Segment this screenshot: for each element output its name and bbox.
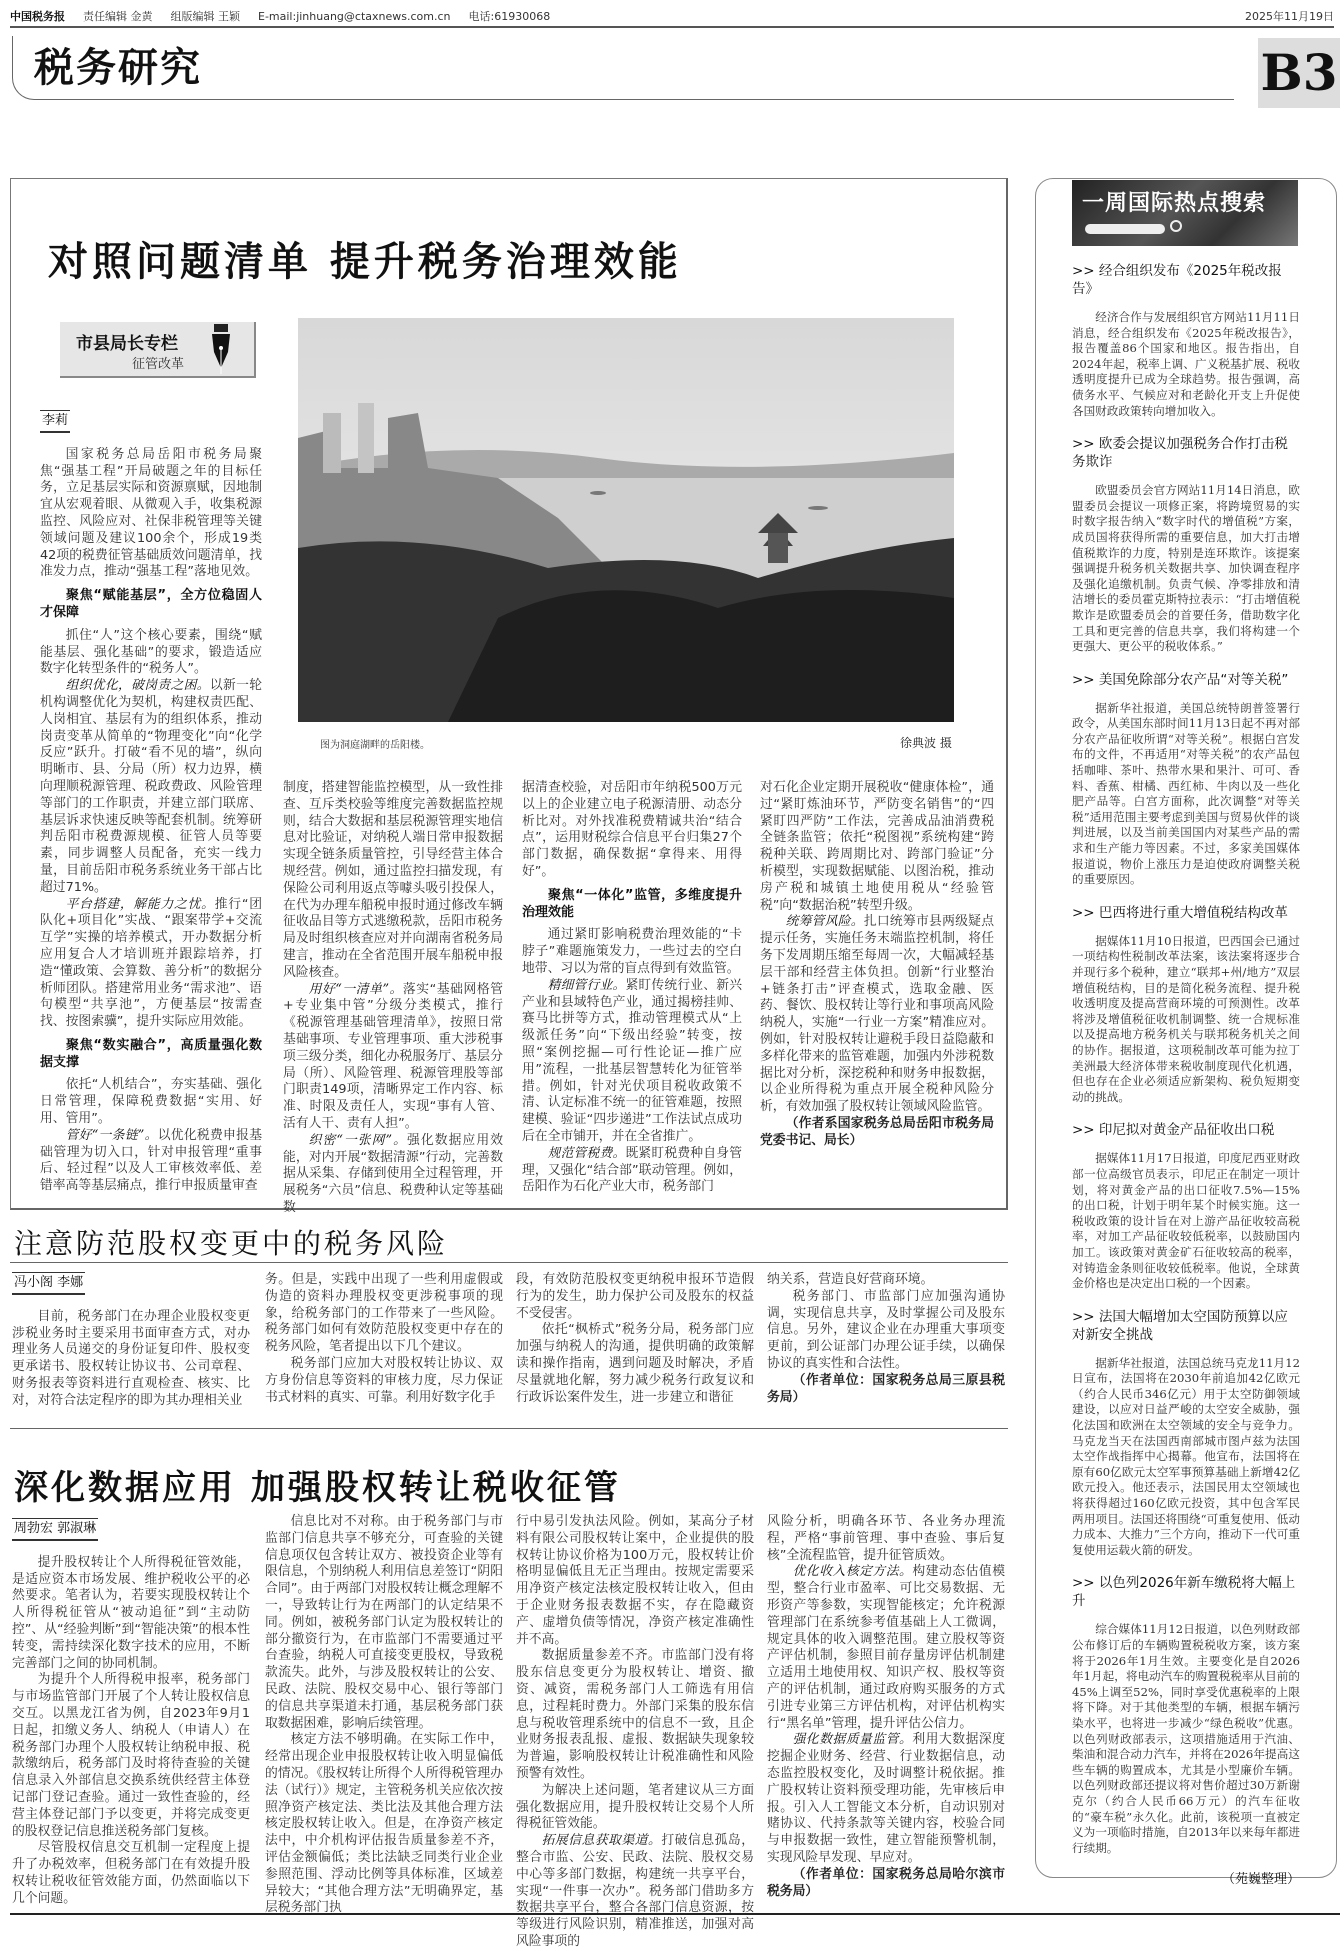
brief-headline: >> 印尼拟对黄金产品征收出口税 [1072, 1122, 1275, 1139]
article-1-author: 李莉 [40, 410, 70, 433]
paragraph-text: 制度，搭建智能监控模型，从一致性排查、互斥类校验等维度完善数据监控规则，结合大数据和基层税源管理实地信息对比验证，对纳税人端日常申报数据实现全链条质量管控，引导经营主体合规经营。例如，通过监控扫描发现，有保险公司利用返点等噱头吸引投保人，在代为办理车船税申报时通过修改车辆征收品目等方式逃缴税款，岳阳市税务局及时组织核查应对并向湖南省税务局建言，推动在全省范围开展车船税申报风险核查。 [283, 780, 503, 980]
article-3-column-4 [767, 1514, 1005, 1910]
search-icon [1170, 220, 1182, 232]
paragraph [12, 1672, 250, 1840]
paragraph [516, 1322, 754, 1406]
article-1-title: 对照问题清单 提升税务治理效能 [48, 238, 682, 285]
paragraph-text: 纳关系，营造良好营商环境。 [767, 1272, 934, 1287]
paragraph [760, 780, 994, 914]
paragraph [522, 780, 742, 881]
paragraph-text: 构建动态估值模型，整合行业市盈率、可比交易数据、无形资产等参数，实现智能核定；允许税源管理部门在系统参考值基础上人工微调，规定具体的收入调整范围。建立股权等资产评估机制，参照目前存量房评估机制建立适用土地使用权、知识产权、股权等资产的评估机制，通过政府购买服务的方式引进专业第三方评估机构，对评估机构实行“黑名单”管理，提升评估公信力。 [767, 1564, 1006, 1731]
lead-phrase: 组织优化，破岗责之困。 [65, 678, 210, 694]
article-2-author: 冯小阁 李娜 [12, 1272, 85, 1295]
lead-phrase: 统筹管风险。 [785, 914, 864, 930]
paragraph [283, 982, 503, 1133]
article-3-author: 周勃宏 郭淑琳 [12, 1518, 98, 1541]
paragraph-text: 行中易引发执法风险。例如，某高分子材料有限公司股权转让案中，企业提供的股权转让协议价格为100万元，股权转让价格明显偏低且无正当理由。按规定需要采用净资产核定法核定股权转让收入，但由于企业财务报表数据不实，存在隐藏资产、虚增负债等情况，净资产核定准确性并不高。 [516, 1514, 754, 1647]
article-1-column-2 [283, 780, 504, 1215]
paragraph-text: 通过紧盯影响税费治理效能的“卡脖子”难题施策发力，一些过去的空白地带、习以为常的盲点得到有效监管。 [522, 927, 742, 976]
paragraph-text: 税务部门、市监部门应加强沟通协调，实现信息共享，及时掌握公司及股东信息。另外，建议企业在办理重大事项变更前，到公证部门办理公证手续，以确保协议的真实性和合法性。 [767, 1288, 1005, 1371]
paragraph-text: 紧盯传统行业、新兴产业和县域特色产业，通过揭榜挂帅、赛马比拼等方式，推动管理模式从“上级派任务”向“下级出经验”转变，按照“案例挖掘—可行性论证—推广应用”流程，一批基层智慧转化为征管举措。例如，针对光伏项目税收政策不清、认定标准不统一的征管难题，按照建模、验证“四步递进”工作法试点成功后在全市铺开，并在全省推广。 [522, 977, 743, 1144]
paragraph [40, 897, 262, 1031]
paragraph [265, 1356, 503, 1406]
author-affiliation [767, 1867, 1005, 1901]
banner-title: 一周国际热点搜索 [1082, 191, 1267, 216]
paragraph [40, 628, 262, 678]
column-badge [60, 322, 256, 378]
article-2-column-2 [265, 1272, 503, 1422]
article-2-column-4 [767, 1272, 1005, 1422]
search-bar-graphic [1085, 224, 1165, 234]
article-3-column-2 [265, 1514, 503, 1916]
paragraph [516, 1833, 754, 1951]
fountain-pen-icon [206, 324, 236, 376]
subheading: 聚焦“赋能基层”，全方位稳固人才保障 [40, 588, 262, 620]
paragraph-text: 税务部门应加大对股权转让协议、双方身份信息等资料的审核力度，尽力保证书式材料的真实、可靠。利用好数字化手 [265, 1355, 503, 1405]
paragraph-text: 务。但是，实践中出现了一些利用虚假或伪造的资料办理股权变更涉税事项的现象，给税务部门的工作带来了一些风险。税务部门如何有效防范股权变更中存在的税务风险，笔者提出以下几个建议。 [265, 1272, 503, 1355]
paragraph-text: 依托“枫桥式”税务分局，税务部门应加强与纳税人的沟通，提供明确的政策解读和操作指南，遇到问题及时解决，矛盾尽量就地化解，努力减少税务行政复议和行政诉讼案件发生，进一步建立和谐征 [516, 1322, 754, 1405]
layout-editor: 组版编辑 王颖 [170, 10, 240, 23]
article-2-column-1 [12, 1272, 250, 1422]
brief-body: 据新华社报道，美国总统特朗普签署行政令，从美国东部时间11月13日起不再对部分农产品征收所谓“对等关税”。根据白宫发布的文件，不再适用“对等关税”的农产品包括咖啡、茶叶、热带水果和果汁、可可、香料、香蕉、柑橘、西红柿、牛肉以及一些化肥产品等。白宫方面称，此次调整“对等关税”适用范围主要考虑到美国与贸易伙伴的谈判进展，以及当前美国国内对某些产品的需求和生产能力等因素。不过，多家美国媒体报道说，物价上涨压力是迫使政府调整关税的重要原因。 [1072, 700, 1300, 887]
photo-caption: 图为洞庭湖畔的岳阳楼。 [320, 740, 430, 751]
divider [10, 1428, 1008, 1429]
article-1-column-4 [760, 780, 994, 1200]
paragraph [516, 1272, 754, 1322]
photo-yueyang-tower [298, 318, 954, 722]
paragraph [767, 1514, 1005, 1564]
lead-phrase: 强化数据质量监管。 [792, 1732, 913, 1748]
paragraph-text: 以新一轮机构调整优化为契机，构建权责匹配、人岗相宜、基层有为的组织体系，推动岗责变革从简单的“物理变化”向“化学反应”跃升。打破“看不见的墙”，纵向明晰市、县、分局（所）权力边界，横向理顺税源管理、税政费政、风险管理等部门的工作职责，并建立部门联席、基层诉求快速反映等配套机制。统筹研判岳阳市税费源规模、征管人员等要素，同步调整人员配备，充实一线力量，目前岳阳市税务系统业务干部占比超过71%。 [40, 678, 263, 895]
lead-phrase: 拓展信息获取渠道。 [541, 1833, 662, 1849]
brief-headline: >> 以色列2026年新车缴税将大幅上升 [1072, 1575, 1296, 1610]
section-title: 税务研究 [34, 44, 202, 91]
paragraph-text: （作者单位：国家税务总局哈尔滨市税务局） [767, 1866, 1005, 1899]
subheading: 聚焦“数实融合”，高质量强化数据支撑 [40, 1037, 262, 1070]
paragraph-text: 既紧盯税费种自身管理，又强化“结合部”联动管理。例如，岳阳作为石化产业大市，税务部门 [522, 1145, 743, 1195]
brief-body: 经济合作与发展组织官方网站11月11日消息，经合组织发布《2025年税改报告》，报告覆盖86个国家和地区。报告指出，自2024年起，税率上调、广义税基扩展、税收透明度提升已成为全球趋势。报告强调，高债务水平、气候应对和老龄化开支上升促使各国财政政策转向增加收入。 [1072, 310, 1300, 418]
paragraph-text: （作者单位：国家税务总局三原县税务局） [767, 1372, 1005, 1405]
column-name: 市县局长专栏 [76, 334, 178, 354]
column-sub: 征管改革 [132, 357, 185, 372]
article-1-column-1 [40, 410, 262, 1200]
subheading: 聚焦“一体化”监管，多维度提升治理效能 [522, 887, 742, 920]
paragraph-text: 提升股权转让个人所得税征管效能，是适应资本市场发展、维护税收公平的必然要求。笔者认为，若要实现股权转让个人所得税征管从“被动追征”到“主动防控”、从“经验判断”到“智能决策”的根本性转变，需持续深化数字技术的应用，不断完善部门之间的协同机制。 [12, 1554, 250, 1671]
paragraph-text: 为解决上述问题，笔者建议从三方面强化数据应用，提升股权转让交易个人所得税征管效能。 [516, 1782, 754, 1832]
paragraph [767, 1564, 1005, 1732]
paragraph [283, 1133, 503, 1217]
email: E-mail:jinhuang@ctaxnews.com.cn [258, 9, 451, 23]
news-briefs [1072, 262, 1300, 1888]
paragraph [767, 1732, 1005, 1866]
paragraph-text: 信息比对不对称。由于税务部门与市监部门信息共享不够充分，可查验的关键信息项仅包含转让双方、被投资企业等有限信息，个别纳税人利用信息差签订“阴阳合同”。由于两部门对股权转让概念理解不一，导致转让行为在两部门的认定结果不同。例如，被税务部门认定为股权转让的部分撤资行为，在市监部门不需要通过平台查验，纳税人可直接变更股权，导致税款流失。此外，与涉及股权转让的公安、民政、法院、股权交易中心、银行等部门的信息共享渠道未打通，基层税务部门获取数据困难，影响后续管理。 [265, 1514, 503, 1731]
paragraph [767, 1272, 1005, 1289]
paragraph [12, 1309, 250, 1410]
paragraph [522, 978, 742, 1146]
author-affiliation [760, 1116, 994, 1150]
paragraph-text: 国家税务总局岳阳市税务局聚焦“强基工程”开局破题之年的目标任务，立足基层实际和资源禀赋，因地制宜从宏观着眼、从微观入手，收集税源监控、风险应对、社保非税管理等关键领域问题及建议100余个，形成19类42项的税费征管基础质效问题清单，找准发力点，推动“强基工程”落地见效。 [40, 446, 262, 580]
brief-headline: >> 经合组织发布《2025年税改报告》 [1072, 263, 1282, 297]
paragraph-text: 段，有效防范股权变更纳税申报环节造假行为的发生，助力保护公司及股东的权益不受侵害。 [516, 1272, 754, 1321]
brief-body: 欧盟委员会官方网站11月14日消息，欧盟委员会提议一项修正案，将跨境贸易的实时数字报告纳入“数字时代的增值税”方案，成员国将获得所需的重要信息，加大打击增值税欺诈的力度，特别是连环欺诈。该提案强调提升税务机关数据共享、加快调查程序及强化追缴机制。负责气候、净零排放和清洁增长的委员霍克斯特拉表示：“打击增值税欺诈是欧盟委员会的首要任务，借助数字化工具和更完善的信息共享，我们将构建一个更强大、更公平的税收体系。” [1072, 483, 1300, 654]
compiler-credit: （苑巍整理） [1221, 1872, 1300, 1888]
paragraph-text: 目前，税务部门在办理企业股权变更涉税业务时主要采用书面审查方式，对办理业务人员递交的身份证复印件、股权变更承诺书、股权转让协议书、公司章程、财务报表等资料进行直观检查、核实、比对，对符合法定程序的即为其办理相关业 [12, 1308, 250, 1408]
page-bottom-rule [10, 1913, 1340, 1915]
paragraph-text: 尽管股权信息交互机制一定程度上提升了办税效率，但税务部门在有效提升股权转让税收征管效能方面，仍然面临以下几个问题。 [12, 1840, 250, 1906]
paragraph [40, 678, 262, 896]
article-2-column-3 [516, 1272, 754, 1422]
paragraph [265, 1514, 503, 1732]
paragraph-text: 据清查校验，对岳阳市年纳税500万元以上的企业建立电子税源清册、动态分析比对。对外找准税费精诚共治“结合点”，运用财税综合信息平台归集27个部门数据，确保数据“拿得来、用得好”。 [522, 780, 742, 879]
paragraph [40, 447, 262, 581]
paragraph-text: 利用大数据深度挖掘企业财务、经营、行业数据信息，动态监控股权变化，及时调整计税依据。推广股权转让资料预受理功能，先审核后申报。引入人工智能文本分析，自动识别对赌协议、代持条款等关键内容，校验合同与申报数据一致性，建立智能预警机制，实现风险早发现、早应对。 [767, 1732, 1006, 1865]
article-1-column-3 [522, 780, 742, 1200]
paragraph [12, 1840, 250, 1907]
paragraph-text: 推行“团队化+项目化”实战、“跟案带学+交流互学”实操的培养模式，开办数据分析应用复合人才培训班并跟踪培养，打造“懂政策、会算数、善分析”的数据分析师团队。搭建常用业务“需求池”、语句模型“共享池”，方便基层“按需查找、按图索骥”，提升实际应用效能。 [40, 896, 262, 1030]
brief-headline: >> 法国大幅增加太空国防预算以应对新安全挑战 [1072, 1308, 1288, 1343]
paragraph-text: 风险分析，明确各环节、各业务办理流程，严格“事前管理、事中查验、事后复核”全流程监管，提升征管质效。 [767, 1514, 1005, 1563]
paragraph-text: 依托“人机结合”，夯实基础、强化日常管理，保障税费数据“实用、好用、管用”。 [40, 1077, 262, 1127]
paragraph [265, 1272, 503, 1356]
page-number: B3 [1258, 38, 1340, 108]
brief-headline: >> 巴西将进行重大增值税结构改革 [1072, 904, 1288, 921]
paragraph [516, 1648, 754, 1782]
brief-body: 据媒体11月17日报道，印度尼西亚财政部一位高级官员表示，印尼正在制定一项计划，将对黄金产品的出口征收7.5%—15%的出口税，计划于明年某个时候实施。这一税收政策的设计旨在对上游产品征收较高税率，对加工产品征收较低税率，以鼓励国内加工。该政策对黄金矿石征收较高的税率，对铸造金条则征收较低税率。他说，全球黄金价格也是决定出口税的一个因素。 [1072, 1151, 1300, 1291]
sidebar-banner [1072, 180, 1298, 246]
paragraph [12, 1555, 250, 1673]
paragraph [40, 1077, 262, 1127]
brief-body: 据新华社报道，法国总统马克龙11月12日宣布，法国将在2030年前追加42亿欧元（约合人民币346亿元）用于太空防御领域建设，以应对日益严峻的太空安全威胁，强化法国和欧洲在太空领域的安全与竞争力。马克龙当天在法国西南部城市图卢兹为法国太空作战指挥中心揭幕。他宣布，法国将在原有60亿欧元太空军事预算基础上新增42亿欧元投入。他还表示，法国民用太空领域也将获得超过160亿欧元投资，其中包含军民两用项目。法国还将围绕“可重复使用、低动力成本、大推力”三个方向，推动下一代可重复使用运载火箭的研发。 [1072, 1355, 1300, 1557]
paragraph-text: 为提升个人所得税申报率，税务部门与市场监管部门开展了个人转让股权信息交互。以黑龙江省为例，自2023年9月1日起，扣缴义务人、纳税人（申请人）在税务部门办理个人股权转让纳税申报、税款缴纳后，税务部门及时将待查验的关键信息录入外部信息交换系统供经营主体登记部门登记查验。通过一致性查验的，经营主体登记部门予以变更，并将完成变更的股权登记信息推送税务部门复核。 [12, 1672, 250, 1839]
paragraph [516, 1514, 754, 1648]
article-3-column-1 [12, 1518, 250, 1910]
paragraph-text: 抓住“人”这个核心要素，围绕“赋能基层、强化基础”的要求，锻造适应数字化转型条件的“税务人”。 [40, 627, 262, 677]
issue-date: 2025年11月19日 [1245, 10, 1334, 23]
paragraph [760, 914, 994, 1116]
photo-credit: 徐典波 摄 [900, 736, 952, 750]
phone: 电话:61930068 [468, 10, 551, 23]
paper-name: 中国税务报 [10, 10, 65, 23]
paragraph-text: 核定方法不够明确。在实际工作中，经常出现企业申报股权转让收入明显偏低的情况。《股权转让所得个人所得税管理办法（试行）》规定，主管税务机关应依次按照净资产核定法、类比法及其他合理方法核定股权转让收入。但是，在净资产核定法中，中介机构评估报告质量参差不齐，评估金额偏低；类比法缺乏同类行业企业参照范围、浮动比例等具体标准，区域差异较大；“其他合理方法”无明确界定，基层税务部门执 [265, 1732, 503, 1916]
paragraph-text: 强化数据应用效能，对内开展“数据清源”行动，完善数据从采集、存储到使用全过程管理，开展税务“六员”信息、税费种认定等基础数 [283, 1132, 504, 1215]
article-3-title: 深化数据应用 加强股权转让税收征管 [14, 1468, 621, 1508]
paragraph-text: 扎口统筹市县两级疑点提示任务，实施任务末端监控机制，将任务下发周期压缩至每周一次，大幅减轻基层干部和经营主体负担。创新“行业整治+链条打击”评查模式，选取金融、医药、餐饮、股权转让等行业和事项高风险纳税人，实施“一行业一方案”精准应对。例如，针对股权转让避税手段日益隐蔽和多样化带来的监管难题，加强内外涉税数据比对分析，深挖税种和财务申报数据，以企业所得税为重点开展全税种风险分析，有效加强了股权转让领域风险监管。 [760, 914, 995, 1115]
lead-phrase: 平台搭建，解能力之忧。 [65, 896, 215, 912]
paragraph [767, 1289, 1005, 1373]
paragraph-text: 以优化税费申报基础管理为切入口，针对申报管理“重事后、轻过程”以及人工审核效率低、差错率高等基层痛点，推行申报质量审查 [40, 1127, 263, 1194]
paragraph [265, 1732, 503, 1917]
paragraph [283, 780, 503, 982]
lead-phrase: 用好“一清单”。 [308, 981, 403, 997]
paragraph [522, 927, 742, 977]
paragraph [516, 1783, 754, 1833]
lead-phrase: 织密“一张网”。 [308, 1132, 408, 1148]
paragraph [40, 1128, 262, 1195]
lead-phrase: 优化收入核定方法。 [792, 1564, 913, 1580]
paragraph-text: 数据质量参差不齐。市监部门没有将股东信息变更分为股权转让、增资、撤资、减资，需税务部门人工筛选有用信息，过程耗时费力。外部门采集的股东信息与税收管理系统中的信息不一致，且企业财务报表乱报、虚报、数据缺失现象较为普遍，影响股权转让计税准确性和风险预警有效性。 [516, 1648, 754, 1781]
brief-body: 综合媒体11月12日报道，以色列财政部公布修订后的车辆购置税税收方案，该方案将于2026年1月生效。主要变化是自2026年1月起，将电动汽车的购置税税率从目前的45%上调至52%，同时享受优惠税率的上限将下降。对于其他类型的车辆，根据车辆污染水平，也将进一步减少“绿色税收”优惠。以色列财政部表示，这项措施适用于汽油、柴油和混合动力汽车，并将在2026年提高这些车辆的购置成本，尤其是小型廉价车辆。以色列财政部还提议将对售价超过30万新谢克尔（约合人民币66万元）的汽车征收的“豪车税”永久化。此前，该税项一直被定义为一项临时措施，自2013年以来每年都进行续期。 [1072, 1622, 1300, 1855]
masthead-bar [10, 8, 1334, 24]
brief-body: 据媒体11月10日报道，巴西国会已通过一项结构性税制改革法案，该法案将逐步合并现行多个税种，建立“联邦+州/地方”双层增值税结构，目的是简化税务流程、提升税收透明度及提高营商环境的可预测性。改革将涉及增值税征收机制调整、统一合规标准以及提高地方税务机关与联邦税务机关之间的协作。据报道，这项税制改革可能为拉丁美洲最大经济体带来税收制度现代化机遇，但也存在企业必须适应新架构、税负短期变动的挑战。 [1072, 933, 1300, 1104]
article-3-column-3 [516, 1514, 755, 1949]
divider [10, 1262, 1008, 1263]
paragraph-text: 落实“基础网格管+专业集中管”分级分类模式，推行《税源管理基础管理清单》，按照日常基础事项、专业管理事项、重大涉税事项三级分类，细化办税服务厅、基层分局（所）、风险管理、税源管理股等部门职责149项，清晰界定工作内容、标准、时限及责任人，实现“事有人管、活有人干、责有人担”。 [283, 981, 503, 1131]
paragraph-text: 打破信息孤岛，整合市监、公安、民政、法院、股权交易中心等多部门数据，构建统一共享平台，实现“一件事一次办”。税务部门借助多方数据共享平台，整合各部门信息资源，按等级进行风险识别，精准推送，加强对高风险事项的 [516, 1833, 755, 1949]
brief-headline: >> 美国免除部分农产品“对等关税” [1072, 671, 1289, 688]
author-affiliation [767, 1373, 1005, 1407]
editor: 责任编辑 金黄 [83, 10, 153, 23]
paragraph-text: （作者系国家税务总局岳阳市税务局党委书记、局长） [760, 1115, 994, 1148]
paragraph [522, 1146, 742, 1196]
lead-phrase: 精细管行业。 [547, 977, 626, 993]
article-2-title: 注意防范股权变更中的税务风险 [14, 1227, 449, 1260]
lead-phrase: 规范管税费。 [547, 1145, 626, 1161]
paragraph-text: 对石化企业定期开展税收“健康体检”，通过“紧盯炼油环节，严防变名销售”的“四紧盯四严防”工作法，完善成品油消费税全链条监管；依托“税图视”系统构建“跨税种关联、跨周期比对、跨部门验证”分析模型，实现数据赋能、以图治税，推动房产税和城镇土地使用税从“经验管税”向“数据治税”转型升级。 [760, 780, 994, 913]
lead-phrase: 管好“一条链”。 [65, 1127, 158, 1143]
header-divider [10, 26, 1334, 28]
brief-headline: >> 欧委会提议加强税务合作打击税务欺诈 [1072, 436, 1288, 471]
